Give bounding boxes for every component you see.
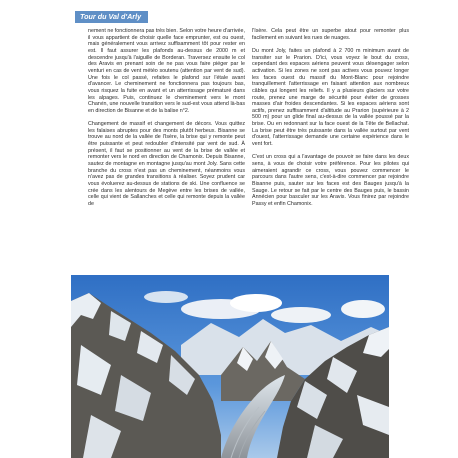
right-text-column: [252, 28, 409, 214]
section-header-title: Tour du Val d'Arly: [80, 12, 142, 21]
mountain-glacier-photo: [71, 275, 389, 458]
right-paragraph-3: C'est un cross qui a l'avantage de pouvoir se faire dans les deux sens, à vous de choisir votre préférence. Pour les pilotes qui aimeraient agrandir ce cross, vous pouvez commencer le parcours dans l'autre sens, c'est-à-dire commencer par rejoindre Bisanne puis, sauter sur les faces est des Bauges jusqu'à la Sauge. Le retour se fait par le centre des Bauges puis, le bassin Annécien pour basculer sur les Aravis. Vous finirez par rejoindre Passy et enfin Chamonix.: [252, 154, 409, 207]
left-paragraph-2: Changement de massif et changement de décors. Vous quittez les falaises abruptes pour des monts plutôt herbeux. Bisanne se trouve au nord de la vallée de l'Isère, la brise qui y remonte peut être puissante et peut redoubler d'intensité par vent de sud. À présent, il faut se positionner au vent de la brise de vallée et remonter vers le nord en direction de Chamonix. Depuis Bisanne, sautez de montagne en montagne jusqu'au mont Joly. Sans cette branche du cross n'est pas un cheminement, néanmoins vous n'avez pas de grandes transitions à réaliser. Soyez prudent car vous évoluerez au-dessus de stations de ski. Une confluence se crée dans les alentours de Megève entre les brises de vallée, celle qui vient de Sallanches et celle qui remonte depuis la vallée de: [88, 121, 245, 207]
left-text-column: [88, 28, 245, 214]
right-paragraph-2: Du mont Joly, faites un plafond à 2 700 m minimum avant de transiter sur le Prarion. D'ici, vous voyez le bout du cross, cependant des espaces aériens peuvent vous désengager selon activation. Si les zones ne sont pas actives vous pouvez longer les faces ouest du massif du Mont-Blanc pour rejoindre tranquillement l'atterrissage en faisant attention aux nombreux câbles qui longent les reliefs. Il y a plusieurs glaciers sur votre route, prenez une marge de sécurité pour éviter de grosses masses d'air froides descendantes. Si les espaces aériens sont actifs, prenez suffisamment d'altitude au Prarion (supérieure à 2 500 m) pour un glide final au-dessus de la vallée poussé par la brise. Ou en redonnant sur la face ouest de la Tête de Bellachat. La brise peut être très puissante dans la vallée surtout par vent d'ouest, l'atterrissage demande une certaine expérience dans le vent fort.: [252, 47, 409, 148]
left-paragraph-1: nement ne fonctionnera pas très bien. Selon votre heure d'arrivée, il vous appartient de choisir quelle face emprunter, est ou ouest, mais généralement vous arrivez suffisamment tôt pour rester en est. Il faut assurer les plafonds au-dessus de 2000 m et descendre jusqu'à l'aiguille de Borderan. Traversez ensuite le col des Aravis en prenant soin de ne pas vous faire piéger par le venturi en cas de vent météo soutenu (attention par vent de sud). Une fois le col passé, refaites le plafond sur l'étale avant d'avancer. Le cheminement ne fonctionnera pas toujours bas, vous risquez la fuite en avant et un atterrissage prématuré dans les alpages. Puis, continuez le cheminement vers le mont Charvin, une nouvelle transition vers le sud-est vous attend là-bas en direction de Bisanne et de la balise n°2.: [88, 28, 245, 114]
right-paragraph-1: l'Isère. Cela peut être un superbe atout pour remonter plus facilement en suivant les rues de nuages.: [252, 28, 409, 41]
